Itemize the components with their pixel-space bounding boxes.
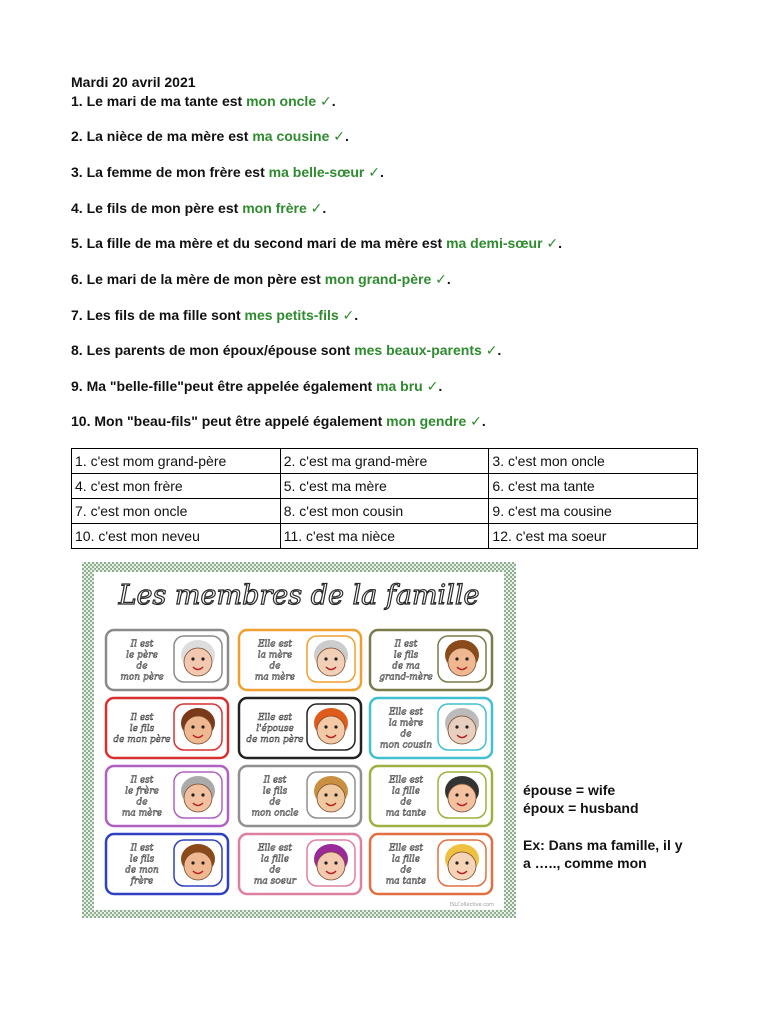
poster-card	[106, 834, 228, 894]
eye-dot	[334, 657, 337, 660]
face-icon	[448, 852, 476, 880]
table-row	[72, 524, 698, 549]
eye-dot	[191, 725, 194, 728]
card-text: mon père	[120, 672, 164, 683]
card-text: l'épouse	[256, 724, 294, 734]
eye-dot	[324, 657, 327, 660]
eye-dot	[334, 725, 337, 728]
eye-dot	[455, 725, 458, 728]
card-text: le père	[126, 650, 158, 661]
vocab-note-1: épouse = wife	[523, 782, 616, 798]
question-answer: ma belle-sœur	[268, 164, 365, 180]
question-text: Le mari de la mère de mon père est	[86, 271, 321, 287]
question-text: Les fils de ma fille sont	[86, 307, 241, 323]
check-icon: ✓	[368, 164, 380, 180]
face-icon	[448, 648, 476, 676]
poster-watermark: ISLCollective.com	[449, 902, 494, 908]
question-line	[71, 342, 501, 359]
card-text: de	[136, 797, 148, 808]
card-text: de	[269, 797, 281, 808]
table-cell: 8. c'est mon cousin	[280, 499, 489, 524]
card-text: Elle est	[257, 639, 293, 650]
face-icon	[184, 784, 212, 812]
check-icon: ✓	[470, 413, 482, 429]
question-line	[71, 271, 451, 288]
check-icon: ✓	[426, 378, 439, 394]
question-text: Le fils de mon père est	[86, 200, 239, 216]
question-number: 10.	[71, 413, 91, 429]
question-number: 8.	[71, 342, 83, 358]
card-text: Elle est	[388, 775, 424, 786]
date-heading: Mardi 20 avril 2021	[71, 74, 196, 90]
question-period: .	[497, 342, 502, 358]
poster-card	[239, 766, 361, 826]
card-text: frère	[130, 876, 154, 887]
card-text: grand-mère	[379, 672, 433, 683]
question-text: Les parents de mon époux/épouse sont	[86, 342, 351, 358]
card-text: Elle est	[257, 843, 293, 854]
card-text: ma mère	[254, 672, 296, 683]
eye-dot	[191, 657, 194, 660]
answer-table	[71, 448, 698, 549]
card-text: mon cousin	[379, 740, 433, 751]
check-icon: ✓	[546, 235, 559, 251]
eye-dot	[324, 861, 327, 864]
question-number: 7.	[71, 307, 83, 323]
vocab-note-2: époux = husband	[523, 800, 639, 816]
example-note-2: a ….., comme mon	[523, 855, 647, 871]
question-period: .	[446, 271, 451, 287]
face-icon	[317, 852, 345, 880]
poster-title: Les membres de la famille	[118, 580, 480, 611]
card-text: la mère	[257, 650, 293, 661]
question-number: 3.	[71, 164, 83, 180]
poster-card	[239, 698, 361, 758]
card-text: le fils	[393, 650, 419, 661]
eye-dot	[191, 861, 194, 864]
family-poster	[82, 562, 516, 918]
question-answer: mon frère	[242, 200, 307, 216]
card-text: la fille	[391, 854, 421, 865]
check-icon: ✓	[342, 307, 355, 323]
check-icon: ✓	[485, 342, 498, 358]
table-cell: 12. c'est ma soeur	[489, 524, 698, 549]
card-text: Elle est	[388, 707, 424, 718]
card-text: de ma	[392, 661, 420, 672]
face-icon	[184, 716, 212, 744]
face-icon	[184, 852, 212, 880]
card-text: de	[400, 729, 412, 740]
card-text: de	[400, 797, 412, 808]
poster-card	[370, 630, 492, 690]
card-text: de	[400, 865, 412, 876]
question-period: .	[354, 307, 359, 323]
question-number: 6.	[71, 271, 83, 287]
question-number: 5.	[71, 235, 83, 251]
poster-card	[370, 766, 492, 826]
table-row	[72, 449, 698, 474]
question-answer: mes petits-fils	[244, 307, 339, 323]
question-text: La fille de ma mère et du second mari de ma mère est	[86, 235, 443, 251]
example-note-1: Ex: Dans ma famille, il y	[523, 837, 683, 853]
card-text: mon oncle	[251, 808, 299, 819]
card-text: la fille	[391, 786, 421, 797]
card-text: ma mère	[121, 808, 163, 819]
eye-dot	[334, 793, 337, 796]
card-text: de	[269, 865, 281, 876]
face-icon	[448, 784, 476, 812]
eye-dot	[465, 793, 468, 796]
eye-dot	[465, 861, 468, 864]
face-icon	[317, 784, 345, 812]
check-icon: ✓	[435, 271, 447, 287]
question-answer: ma bru	[376, 378, 423, 394]
card-text: Elle est	[257, 713, 293, 723]
question-text: Le mari de ma tante est	[86, 93, 243, 109]
eye-dot	[201, 657, 204, 660]
question-answer: mon oncle	[246, 93, 317, 109]
question-line	[71, 235, 562, 252]
card-text: ma soeur	[253, 876, 297, 887]
question-line	[71, 413, 486, 430]
question-period: .	[345, 128, 349, 144]
question-number: 4.	[71, 200, 83, 216]
table-row	[72, 474, 698, 499]
question-number: 1.	[71, 93, 83, 109]
eye-dot	[324, 793, 327, 796]
table-cell: 7. c'est mon oncle	[72, 499, 281, 524]
table-cell: 6. c'est ma tante	[489, 474, 698, 499]
card-text: ma tante	[385, 876, 427, 887]
card-text: Il est	[394, 639, 418, 650]
card-text: la fille	[260, 854, 290, 865]
card-text: Il est	[263, 775, 287, 786]
question-answer: mon gendre	[386, 413, 467, 429]
eye-dot	[465, 657, 468, 660]
question-line	[71, 200, 326, 217]
eye-dot	[334, 861, 337, 864]
question-answer: mon grand-père	[324, 271, 432, 287]
question-text: La femme de mon frère est	[86, 164, 265, 180]
question-text: La nièce de ma mère est	[86, 128, 249, 144]
card-text: Il est	[130, 713, 154, 723]
card-text: le fils	[129, 854, 155, 865]
card-text: le frère	[125, 786, 159, 797]
eye-dot	[455, 657, 458, 660]
question-answer: ma cousine	[252, 128, 330, 144]
poster-card	[106, 698, 228, 758]
poster-card	[370, 698, 492, 758]
table-row	[72, 499, 698, 524]
check-icon: ✓	[333, 128, 345, 144]
table-cell: 4. c'est mon frère	[72, 474, 281, 499]
poster-card	[239, 834, 361, 894]
question-line	[71, 164, 384, 181]
card-text: de	[136, 661, 148, 672]
eye-dot	[455, 861, 458, 864]
question-answer: mes beaux-parents	[354, 342, 482, 358]
card-text: Elle est	[388, 843, 424, 854]
eye-dot	[324, 725, 327, 728]
card-text: ma tante	[385, 808, 427, 819]
question-text: Mon "beau-fils" peut être appelé également	[94, 413, 383, 429]
question-period: .	[322, 200, 327, 216]
question-line	[71, 128, 349, 145]
table-cell: 1. c'est mom grand-père	[72, 449, 281, 474]
poster-card	[239, 630, 361, 690]
question-period: .	[331, 93, 336, 109]
card-text: de	[269, 661, 281, 672]
question-answer: ma demi-sœur	[446, 235, 543, 251]
question-number: 2.	[71, 128, 83, 144]
face-icon	[448, 716, 476, 744]
question-period: .	[438, 378, 443, 394]
eye-dot	[455, 793, 458, 796]
card-text: le fils	[129, 724, 155, 734]
face-icon	[317, 716, 345, 744]
card-text: de mon père	[113, 735, 171, 745]
card-text: de mon père	[246, 735, 304, 745]
table-cell: 10. c'est mon neveu	[72, 524, 281, 549]
question-period: .	[481, 413, 486, 429]
question-period: .	[558, 235, 563, 251]
poster-card	[106, 766, 228, 826]
check-icon: ✓	[320, 93, 332, 109]
table-cell: 11. c'est ma nièce	[280, 524, 489, 549]
check-icon: ✓	[310, 200, 323, 216]
face-icon	[184, 648, 212, 676]
question-line	[71, 307, 358, 324]
question-text: Ma "belle-fille"peut être appelée également	[86, 378, 373, 394]
poster-card	[370, 834, 492, 894]
question-number: 9.	[71, 378, 83, 394]
eye-dot	[201, 793, 204, 796]
table-cell: 5. c'est ma mère	[280, 474, 489, 499]
table-cell: 9. c'est ma cousine	[489, 499, 698, 524]
question-period: .	[379, 164, 384, 180]
card-text: le fils	[262, 786, 288, 797]
question-line	[71, 378, 442, 395]
eye-dot	[201, 861, 204, 864]
card-text: Il est	[130, 639, 154, 650]
card-text: Il est	[130, 775, 154, 786]
eye-dot	[201, 725, 204, 728]
card-text: Il est	[130, 843, 154, 854]
table-cell: 3. c'est mon oncle	[489, 449, 698, 474]
card-text: de mon	[125, 865, 159, 876]
eye-dot	[191, 793, 194, 796]
poster-card	[106, 630, 228, 690]
question-line	[71, 93, 336, 110]
eye-dot	[465, 725, 468, 728]
table-cell: 2. c'est ma grand-mère	[280, 449, 489, 474]
face-icon	[317, 648, 345, 676]
card-text: la mère	[388, 718, 424, 729]
